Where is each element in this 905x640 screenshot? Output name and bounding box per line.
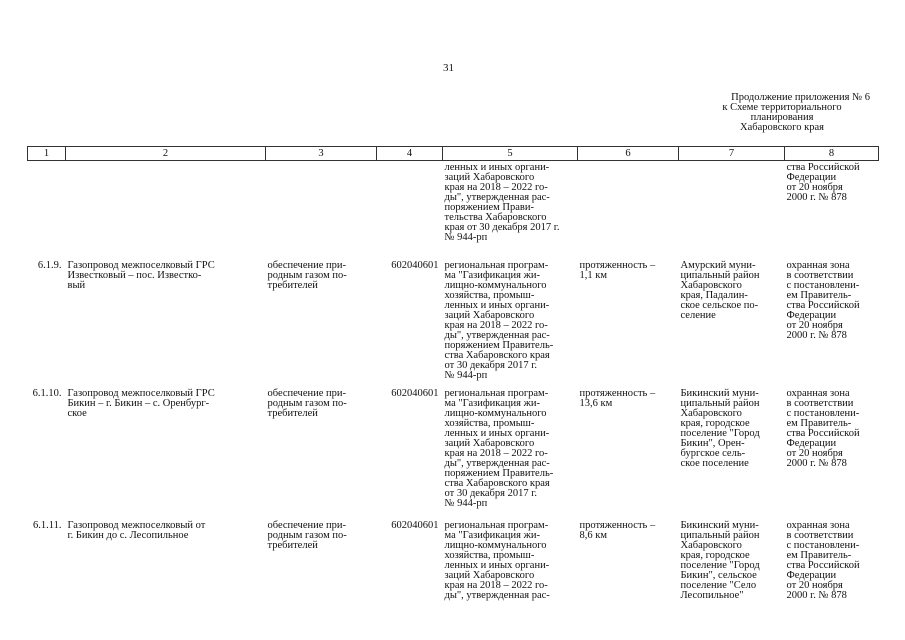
- table-header-row: [28, 147, 879, 161]
- cell-characteristics: протяженность – 1,1 км: [579, 260, 656, 281]
- column-header: 3: [266, 147, 377, 161]
- column-header: 6: [578, 147, 679, 161]
- cell-basis: региональная програм- ма "Газификация жи- лищно-коммунального хозяйства, промыш- ленных и иных органи- заций Хабаровского края на 2018 – 2022 го- ды", утвержденная рас- поряжением Правитель- ства Хабаровского края от 30 декабря 2017 г. № 944-рп: [444, 260, 554, 381]
- cell-empty: [377, 161, 443, 256]
- column-header: 4: [377, 147, 443, 161]
- cell-empty: [28, 161, 66, 256]
- appendix-header-line: Продолжение приложения № 6: [731, 92, 870, 103]
- cell-name: Газопровод межпоселковый ГРС Бикин – г. Бикин – с. Оренбург- ское: [67, 388, 215, 419]
- table-row: [28, 255, 879, 383]
- cell-location: Бикинский муни- ципальный район Хабаровского края, городское поселение "Город Бикин", Орен- бургское сель- ское поселение: [680, 388, 760, 469]
- cell-empty: [679, 161, 785, 256]
- cell-characteristics: протяженность – 8,6 км: [579, 520, 656, 541]
- page-number: 31: [443, 62, 454, 74]
- cell-code: 602040601: [391, 520, 439, 531]
- cell-empty: [266, 161, 377, 256]
- table-row-continuation: [28, 161, 879, 256]
- cell-basis: региональная програм- ма "Газификация жи- лищно-коммунального хозяйства, промыш- ленных и иных органи- заций Хабаровского края на 2018 – 2022 го- ды", утвержденная рас- поряжением Правитель- ства Хабаровского края от 30 декабря 2017 г. № 944-рп: [444, 388, 554, 509]
- cell-purpose: обеспечение при- родным газом по- требителей: [267, 520, 347, 551]
- planning-table: [27, 146, 879, 605]
- cell-number: 6.1.9.: [37, 260, 62, 271]
- cell-zone: охранная зона в соответствии с постановлени- ем Правитель- ства Российской Федерации от 20 ноября 2000 г. № 878: [786, 388, 860, 469]
- cell-purpose: обеспечение при- родным газом по- требителей: [267, 260, 347, 291]
- appendix-header-line: Хабаровского края: [740, 122, 824, 133]
- appendix-header-line: планирования: [750, 112, 814, 123]
- cell-zone: охранная зона в соответствии с постановлени- ем Правитель- ства Российской Федерации от 20 ноября 2000 г. № 878: [786, 260, 860, 341]
- cell-empty: [578, 161, 679, 256]
- cell-number: 6.1.10.: [32, 388, 62, 399]
- cell-number: 6.1.11.: [33, 520, 62, 531]
- cell-purpose: обеспечение при- родным газом по- требителей: [267, 388, 347, 419]
- cell-empty: [66, 161, 266, 256]
- cell-name: Газопровод межпоселковый от г. Бикин до с. Лесопильное: [67, 520, 206, 541]
- cell-location: Бикинский муни- ципальный район Хабаровского края, городское поселение "Город Бикин", сельское поселение "Село Лесопильное": [680, 520, 760, 601]
- cell-characteristics: протяженность – 13,6 км: [579, 388, 656, 409]
- cell-basis: региональная програм- ма "Газификация жи- лищно-коммунального хозяйства, промыш- ленных и иных органи- заций Хабаровского края на 2018 – 2022 го- ды", утвержденная рас-: [444, 520, 550, 601]
- column-header: 2: [66, 147, 266, 161]
- column-header: 5: [443, 147, 578, 161]
- appendix-header-line: к Схеме территориального: [722, 102, 842, 113]
- table-row: [28, 515, 879, 605]
- cell-zone: ства Российской Федерации от 20 ноября 2000 г. № 878: [786, 162, 860, 203]
- cell-code: 602040601: [391, 260, 439, 271]
- column-header: 8: [785, 147, 879, 161]
- column-header: 7: [679, 147, 785, 161]
- cell-zone: охранная зона в соответствии с постановлени- ем Правитель- ства Российской Федерации от 20 ноября 2000 г. № 878: [786, 520, 860, 601]
- appendix-header: [682, 93, 882, 133]
- cell-location: Амурский муни- ципальный район Хабаровского края, Падалин- ское сельское по- селение: [680, 260, 760, 321]
- cell-name: Газопровод межпоселковый ГРС Известковый – пос. Известко- вый: [67, 260, 215, 291]
- cell-basis: ленных и иных органи- заций Хабаровского края на 2018 – 2022 го- ды", утвержденная рас- поряжением Прави- тельства Хабаровского края от 30 декабря 2017 г. № 944-рп: [444, 162, 560, 243]
- cell-code: 602040601: [391, 388, 439, 399]
- column-header: 1: [28, 147, 66, 161]
- table-row: [28, 383, 879, 515]
